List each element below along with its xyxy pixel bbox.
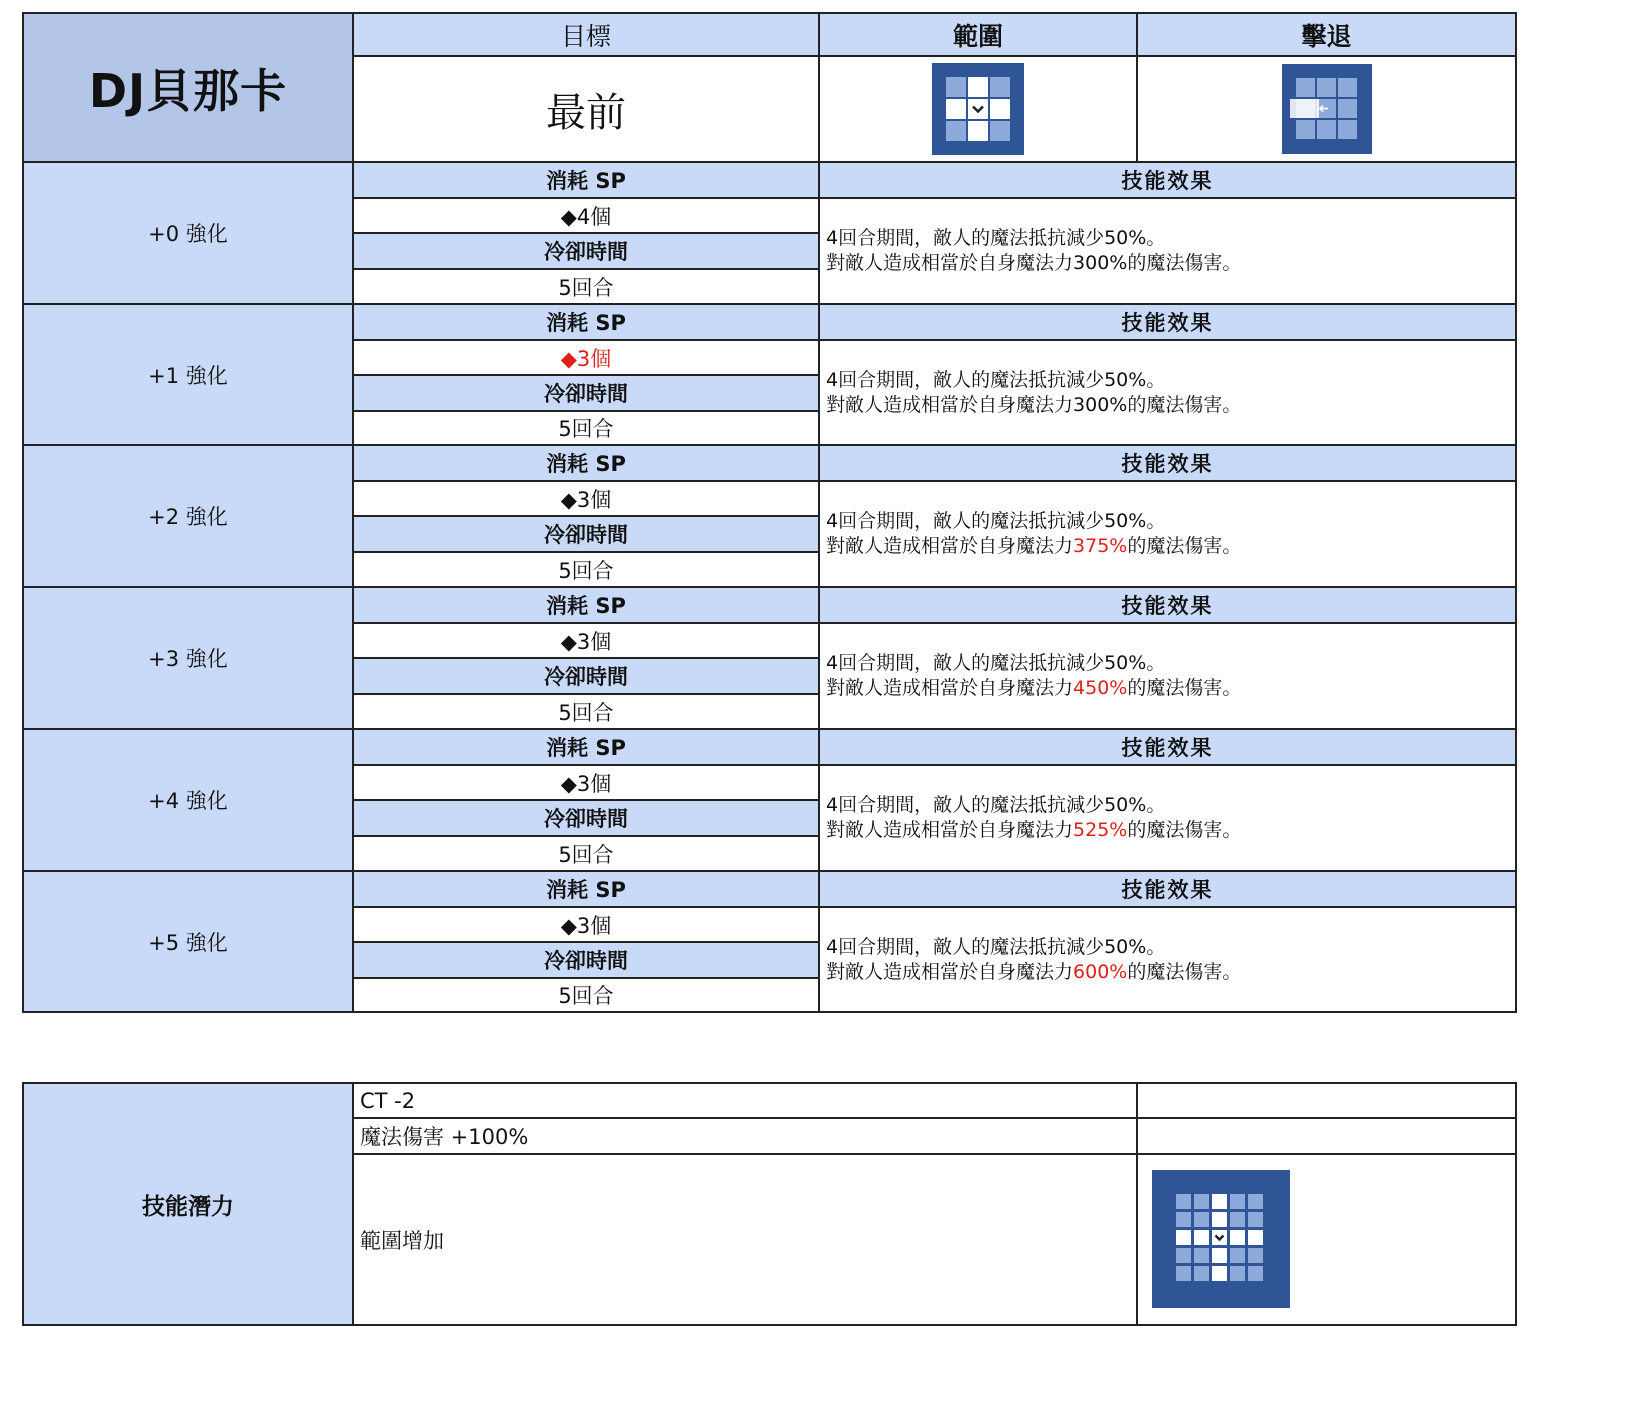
cooldown-value: 5回合 [352,410,820,446]
sp-value: ◆3個 [352,480,820,517]
effect-text [818,764,1517,872]
cooldown-value: 5回合 [352,835,820,872]
effect-line-2-prefix: 對敵人造成相當於自身魔法力 [826,252,1074,274]
effect-line-1: 4回合期間，敵人的魔法抵抗減少50%。 [826,652,1166,674]
effect-header: 技能效果 [818,303,1517,341]
effect-text [818,906,1517,1013]
potential-label: 技能潛力 [22,1082,354,1326]
effect-damage-percent: 300% [1073,393,1128,416]
effect-line-2 [826,251,1241,276]
effect-line-2-prefix: 對敵人造成相當於自身魔法力 [826,393,1074,416]
effect-damage-percent: 450% [1073,677,1128,699]
effect-line-2 [826,393,1241,418]
sp-value: ◆4個 [352,197,820,234]
knockback-header: 擊退 [1136,12,1517,57]
cooldown-header: 冷卻時間 [352,657,820,695]
effect-line-2-suffix: 的魔法傷害。 [1127,535,1242,557]
effect-text [818,197,1517,305]
level-label: +0 強化 [22,161,354,305]
effect-line-2-suffix: 的魔法傷害。 [1127,252,1242,274]
cooldown-header: 冷卻時間 [352,374,820,412]
effect-line-2-suffix: 的魔法傷害。 [1127,677,1242,699]
cooldown-header: 冷卻時間 [352,941,820,979]
effect-line-2-suffix: 的魔法傷害。 [1127,393,1242,416]
level-label: +5 強化 [22,870,354,1013]
effect-header: 技能效果 [818,870,1517,908]
target-value: 最前 [352,55,820,163]
effect-line-2-prefix: 對敵人造成相當於自身魔法力 [826,960,1074,983]
potential-item-ct-extra [1136,1082,1517,1119]
effect-damage-percent: 300% [1073,252,1128,274]
effect-header: 技能效果 [818,728,1517,766]
sp-header: 消耗 SP [352,303,820,341]
sp-value: ◆3個 [352,622,820,659]
effect-header: 技能效果 [818,161,1517,199]
effect-line-2-prefix: 對敵人造成相當於自身魔法力 [826,535,1074,557]
potential-item-damage-extra [1136,1117,1517,1155]
cooldown-header: 冷卻時間 [352,799,820,837]
character-name: DJ貝那卡 [22,12,354,163]
sp-header: 消耗 SP [352,728,820,766]
effect-line-1: 4回合期間，敵人的魔法抵抗減少50%。 [826,935,1166,958]
effect-line-2 [826,960,1241,985]
effect-damage-percent: 375% [1073,535,1128,557]
effect-line-2-suffix: 的魔法傷害。 [1127,960,1242,983]
cooldown-header: 冷卻時間 [352,515,820,553]
sp-value: ◆3個 [352,339,820,376]
effect-line-2 [826,534,1241,559]
level-label: +4 強化 [22,728,354,872]
cooldown-value: 5回合 [352,551,820,588]
level-label: +3 強化 [22,586,354,730]
potential-item-ct: CT -2 [352,1082,1138,1119]
knockback-cell [1136,55,1517,163]
potential-item-range: 範圍增加 [352,1153,1138,1326]
effect-damage-percent: 600% [1073,960,1128,983]
effect-line-2 [826,676,1241,701]
sp-value: ◆3個 [352,764,820,801]
sp-header: 消耗 SP [352,586,820,624]
range-header: 範圍 [818,12,1138,57]
effect-line-2-prefix: 對敵人造成相當於自身魔法力 [826,819,1074,841]
target-header: 目標 [352,12,820,57]
sp-header: 消耗 SP [352,870,820,908]
expanded-range-grid-icon [1152,1170,1290,1308]
effect-text [818,480,1517,588]
effect-line-2 [826,818,1241,843]
effect-line-2-suffix: 的魔法傷害。 [1127,819,1242,841]
effect-header: 技能效果 [818,586,1517,624]
sp-header: 消耗 SP [352,444,820,482]
cooldown-value: 5回合 [352,268,820,305]
effect-header: 技能效果 [818,444,1517,482]
potential-range-icon-cell [1136,1153,1517,1326]
cooldown-value: 5回合 [352,977,820,1013]
effect-line-2-prefix: 對敵人造成相當於自身魔法力 [826,677,1074,699]
effect-line-1: 4回合期間，敵人的魔法抵抗減少50%。 [826,368,1166,391]
knockback-left-arrow-icon [1282,64,1372,154]
level-label: +1 強化 [22,303,354,446]
effect-text [818,622,1517,730]
effect-line-1: 4回合期間，敵人的魔法抵抗減少50%。 [826,227,1166,249]
effect-damage-percent: 525% [1073,819,1128,841]
sp-header: 消耗 SP [352,161,820,199]
effect-line-1: 4回合期間，敵人的魔法抵抗減少50%。 [826,510,1166,532]
cooldown-header: 冷卻時間 [352,232,820,270]
range-cell [818,55,1138,163]
potential-item-damage: 魔法傷害 +100% [352,1117,1138,1155]
cooldown-value: 5回合 [352,693,820,730]
effect-text [818,339,1517,446]
sp-value: ◆3個 [352,906,820,943]
range-grid-icon [932,63,1024,155]
level-label: +2 強化 [22,444,354,588]
effect-line-1: 4回合期間，敵人的魔法抵抗減少50%。 [826,794,1166,816]
